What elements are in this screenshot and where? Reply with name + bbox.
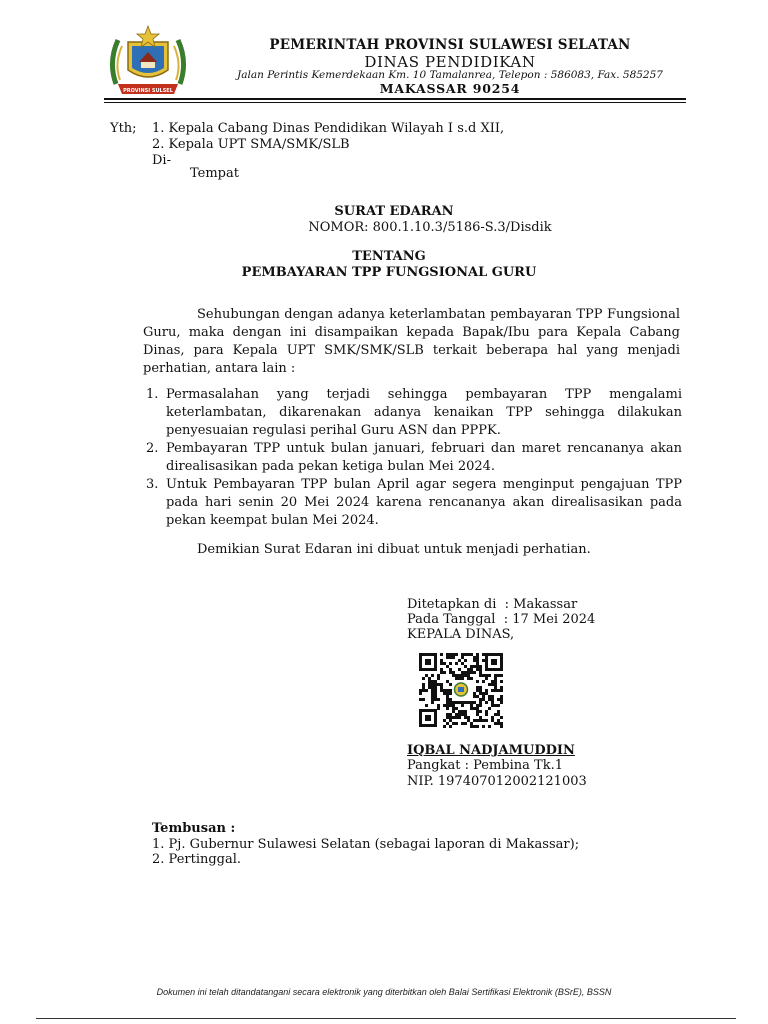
addressee-item-1: 1. Kepala Cabang Dinas Pendidikan Wilayah I s.d XII,: [152, 121, 505, 136]
addressee-item-2: 2. Kepala UPT SMA/SMK/SLB: [152, 137, 350, 152]
letterhead-address: Jalan Perintis Kemerdekaan Km. 10 Tamalanrea, Telepon : 586083, Fax. 585257: [237, 69, 663, 81]
list-item: [146, 440, 682, 476]
tembusan-item-1: 1. Pj. Gubernur Sulawesi Selatan (sebagai laporan di Makassar);: [152, 837, 580, 852]
letter-subject: PEMBAYARAN TPP FUNGSIONAL GURU: [241, 265, 537, 280]
point-number: 1.: [146, 387, 159, 402]
list-item: [146, 476, 682, 530]
signatory-nip: NIP. 197407012002121003: [407, 774, 587, 789]
addressee-di: Di-: [152, 153, 171, 168]
point-number: 3.: [146, 477, 159, 492]
addressee-label: Yth;: [110, 121, 137, 136]
letterhead-rule-thin: [104, 102, 686, 103]
signature-position: KEPALA DINAS,: [407, 627, 515, 642]
letter-heading: SURAT EDARAN: [334, 204, 454, 219]
letter-tentang: TENTANG: [352, 249, 426, 264]
closing-sentence: Demikian Surat Edaran ini dibuat untuk menjadi perhatian.: [197, 542, 591, 557]
signatory-rank: Pangkat : Pembina Tk.1: [407, 758, 563, 773]
signature-place: Ditetapkan di : Makassar: [407, 597, 578, 612]
footer-rule: [36, 1018, 736, 1019]
tembusan-label: Tembusan :: [152, 821, 236, 836]
tembusan-item-2: 2. Pertinggal.: [152, 852, 242, 867]
point-text: Pembayaran TPP untuk bulan januari, februari dan maret rencananya akan direalisasikan pada pekan ketiga bulan Mei 2024.: [166, 441, 682, 474]
signatory-name: IQBAL NADJAMUDDIN: [407, 743, 575, 758]
intro-paragraph: Sehubungan dengan adanya keterlambatan pembayaran TPP Fungsional Guru, maka dengan ini disampaikan kepada Bapak/Ibu para Kepala Cabang Dinas, para Kepala UPT SMK/SMK/SLB terkait beberapa hal yang menjadi perhatian, antara lain :: [143, 307, 680, 376]
points-list: [146, 386, 682, 530]
letterhead-government: PEMERINTAH PROVINSI SULAWESI SELATAN: [269, 37, 631, 53]
point-number: 2.: [146, 441, 159, 456]
qr-code-signature: [418, 652, 504, 728]
addressee-tempat: Tempat: [190, 166, 239, 181]
list-item: [146, 386, 682, 440]
letterhead-city: MAKASSAR 90254: [379, 81, 521, 96]
point-text: Permasalahan yang terjadi sehingga pembayaran TPP mengalami keterlambatan, dikarenakan adanya kenaikan TPP sehingga dilakukan penyesuaian regulasi perihal Guru ASN dan PPPK.: [166, 387, 682, 438]
e-signature-footer: Dokumen ini telah ditandatangani secara elektronik yang diterbitkan oleh Balai Sertifikasi Elektronik (BSrE), BSSN: [156, 987, 612, 997]
letterhead-rule-thick: [104, 98, 686, 100]
point-text: Untuk Pembayaran TPP bulan April agar segera menginput pengajuan TPP pada hari senin 20 Mei 2024 karena rencananya akan direalisasikan pada pekan keempat bulan Mei 2024.: [166, 477, 682, 528]
provincial-emblem: [106, 22, 190, 100]
emblem-ribbon-text: PROVINSI SULSEL: [123, 88, 173, 94]
letter-number: NOMOR: 800.1.10.3/5186-S.3/Disdik: [308, 220, 552, 235]
signature-date: Pada Tanggal : 17 Mei 2024: [407, 612, 596, 627]
letterhead-agency: DINAS PENDIDIKAN: [364, 53, 536, 71]
